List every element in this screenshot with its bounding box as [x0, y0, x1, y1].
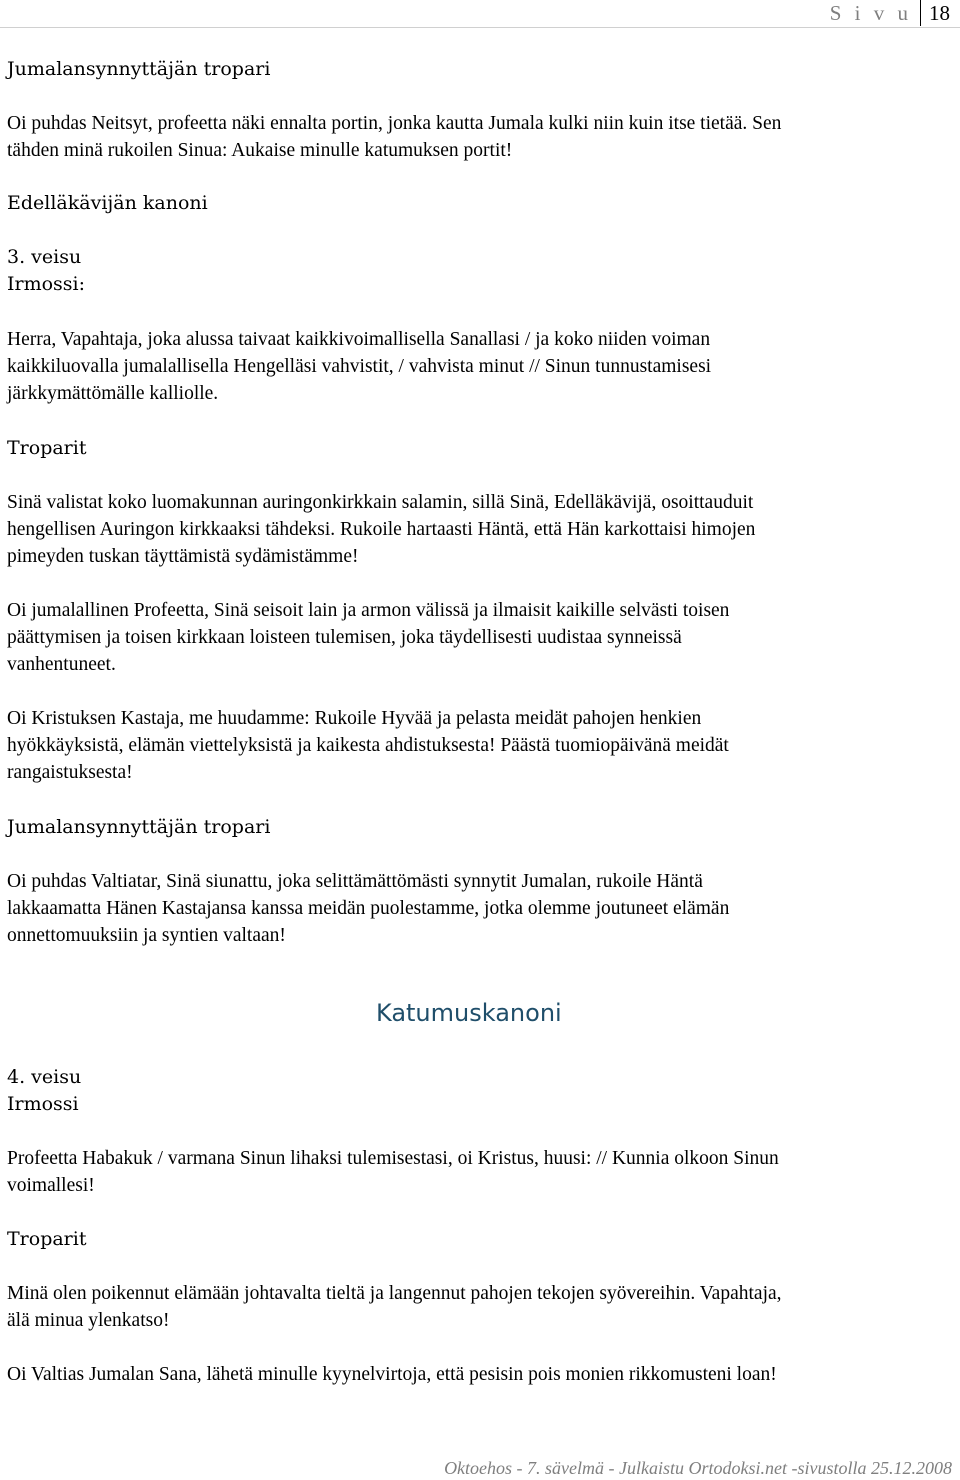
- paragraph-line: rangaistuksesta!: [7, 762, 133, 783]
- paragraph-line: päättymisen ja toisen kirkkaan loisteen tulemisen, joka täydellisesti uudistaa synneissä: [7, 627, 682, 648]
- heading-irmos-1: Irmossi:: [7, 273, 86, 295]
- paragraph-line: vanhentuneet.: [7, 654, 116, 675]
- heading-theotokion-1: Jumalansynnyttäjän tropari: [7, 58, 271, 80]
- heading-troparia-1: Troparit: [7, 437, 87, 459]
- paragraph-line: Oi puhdas Valtiatar, Sinä siunattu, joka selittämättömästi synnytit Jumalan, rukoile Häntä: [7, 871, 703, 892]
- heading-ode-3: 3. veisu: [7, 246, 82, 268]
- paragraph-line: pimeyden tuskan täyttämistä sydämistämme!: [7, 546, 359, 567]
- paragraph-line: älä minua ylenkatso!: [7, 1310, 170, 1331]
- heading-ode-4: 4. veisu: [7, 1066, 82, 1088]
- paragraph-line: Oi Kristuksen Kastaja, me huudamme: Rukoile Hyvää ja pelasta meidät pahojen henkien: [7, 708, 702, 729]
- paragraph-line: Minä olen poikennut elämään johtavalta tieltä ja langennut pahojen tekojen syövereihin. Vapahtaja,: [7, 1283, 782, 1304]
- heading-theotokion-2: Jumalansynnyttäjän tropari: [7, 816, 271, 838]
- paragraph-line: järkkymättömälle kalliolle.: [7, 383, 219, 404]
- header-divider: [0, 27, 960, 28]
- paragraph-line: Oi Valtias Jumalan Sana, lähetä minulle kyynelvirtoja, että pesisin pois monien rikkomusteni loan!: [7, 1364, 777, 1385]
- paragraph-line: Profeetta Habakuk / varmana Sinun lihaksi tulemisestasi, oi Kristus, huusi: // Kunnia olkoon Sinun: [7, 1148, 779, 1169]
- paragraph-line: hengellisen Auringon kirkkaaksi tähdeksi. Rukoile hartaasti Häntä, että Hän karkottaisi himojen: [7, 519, 756, 540]
- page-label: S i v u: [830, 0, 921, 26]
- paragraph-line: Oi puhdas Neitsyt, profeetta näki ennalta portin, jonka kautta Jumala kulki niin kuin itse tietää. Sen: [7, 113, 782, 134]
- page-number: 18: [929, 1, 950, 25]
- paragraph-line: hyökkäyksistä, elämän viettelyksistä ja kaikesta ahdistuksesta! Päästä tuomiopäivänä meidät: [7, 735, 729, 756]
- paragraph-line: tähden minä rukoilen Sinua: Aukaise minulle katumuksen portit!: [7, 140, 513, 161]
- heading-forerunner-canon: Edelläkävijän kanoni: [7, 192, 208, 214]
- paragraph-line: kaikkiluovalla jumalallisella Hengelläsi vahvistit, / vahvista minut // Sinun tunnustamisesi: [7, 356, 712, 377]
- paragraph-line: onnettomuuksiin ja syntien valtaan!: [7, 925, 286, 946]
- heading-troparia-2: Troparit: [7, 1228, 87, 1250]
- paragraph-line: Oi jumalallinen Profeetta, Sinä seisoit lain ja armon välissä ja ilmaisit kaikille selvästi toisen: [7, 600, 730, 621]
- paragraph-line: Sinä valistat koko luomakunnan auringonkirkkain salamin, sillä Sinä, Edelläkävijä, osoittauduit: [7, 492, 754, 513]
- section-title-penitential-canon: Katumuskanoni: [376, 999, 562, 1027]
- heading-irmos-2: Irmossi: [7, 1093, 79, 1115]
- paragraph-line: voimallesi!: [7, 1175, 95, 1196]
- paragraph-line: lakkaamatta Hänen Kastajansa kanssa meidän puolestamme, jotka olemme joutuneet elämän: [7, 898, 730, 919]
- page-header: [830, 0, 950, 28]
- paragraph-line: Herra, Vapahtaja, joka alussa taivaat kaikkivoimallisella Sanallasi / ja koko niiden voiman: [7, 329, 711, 350]
- page-footer: Oktoehos - 7. sävelmä - Julkaistu Ortodoksi.net -sivustolla 25.12.2008: [444, 1458, 952, 1478]
